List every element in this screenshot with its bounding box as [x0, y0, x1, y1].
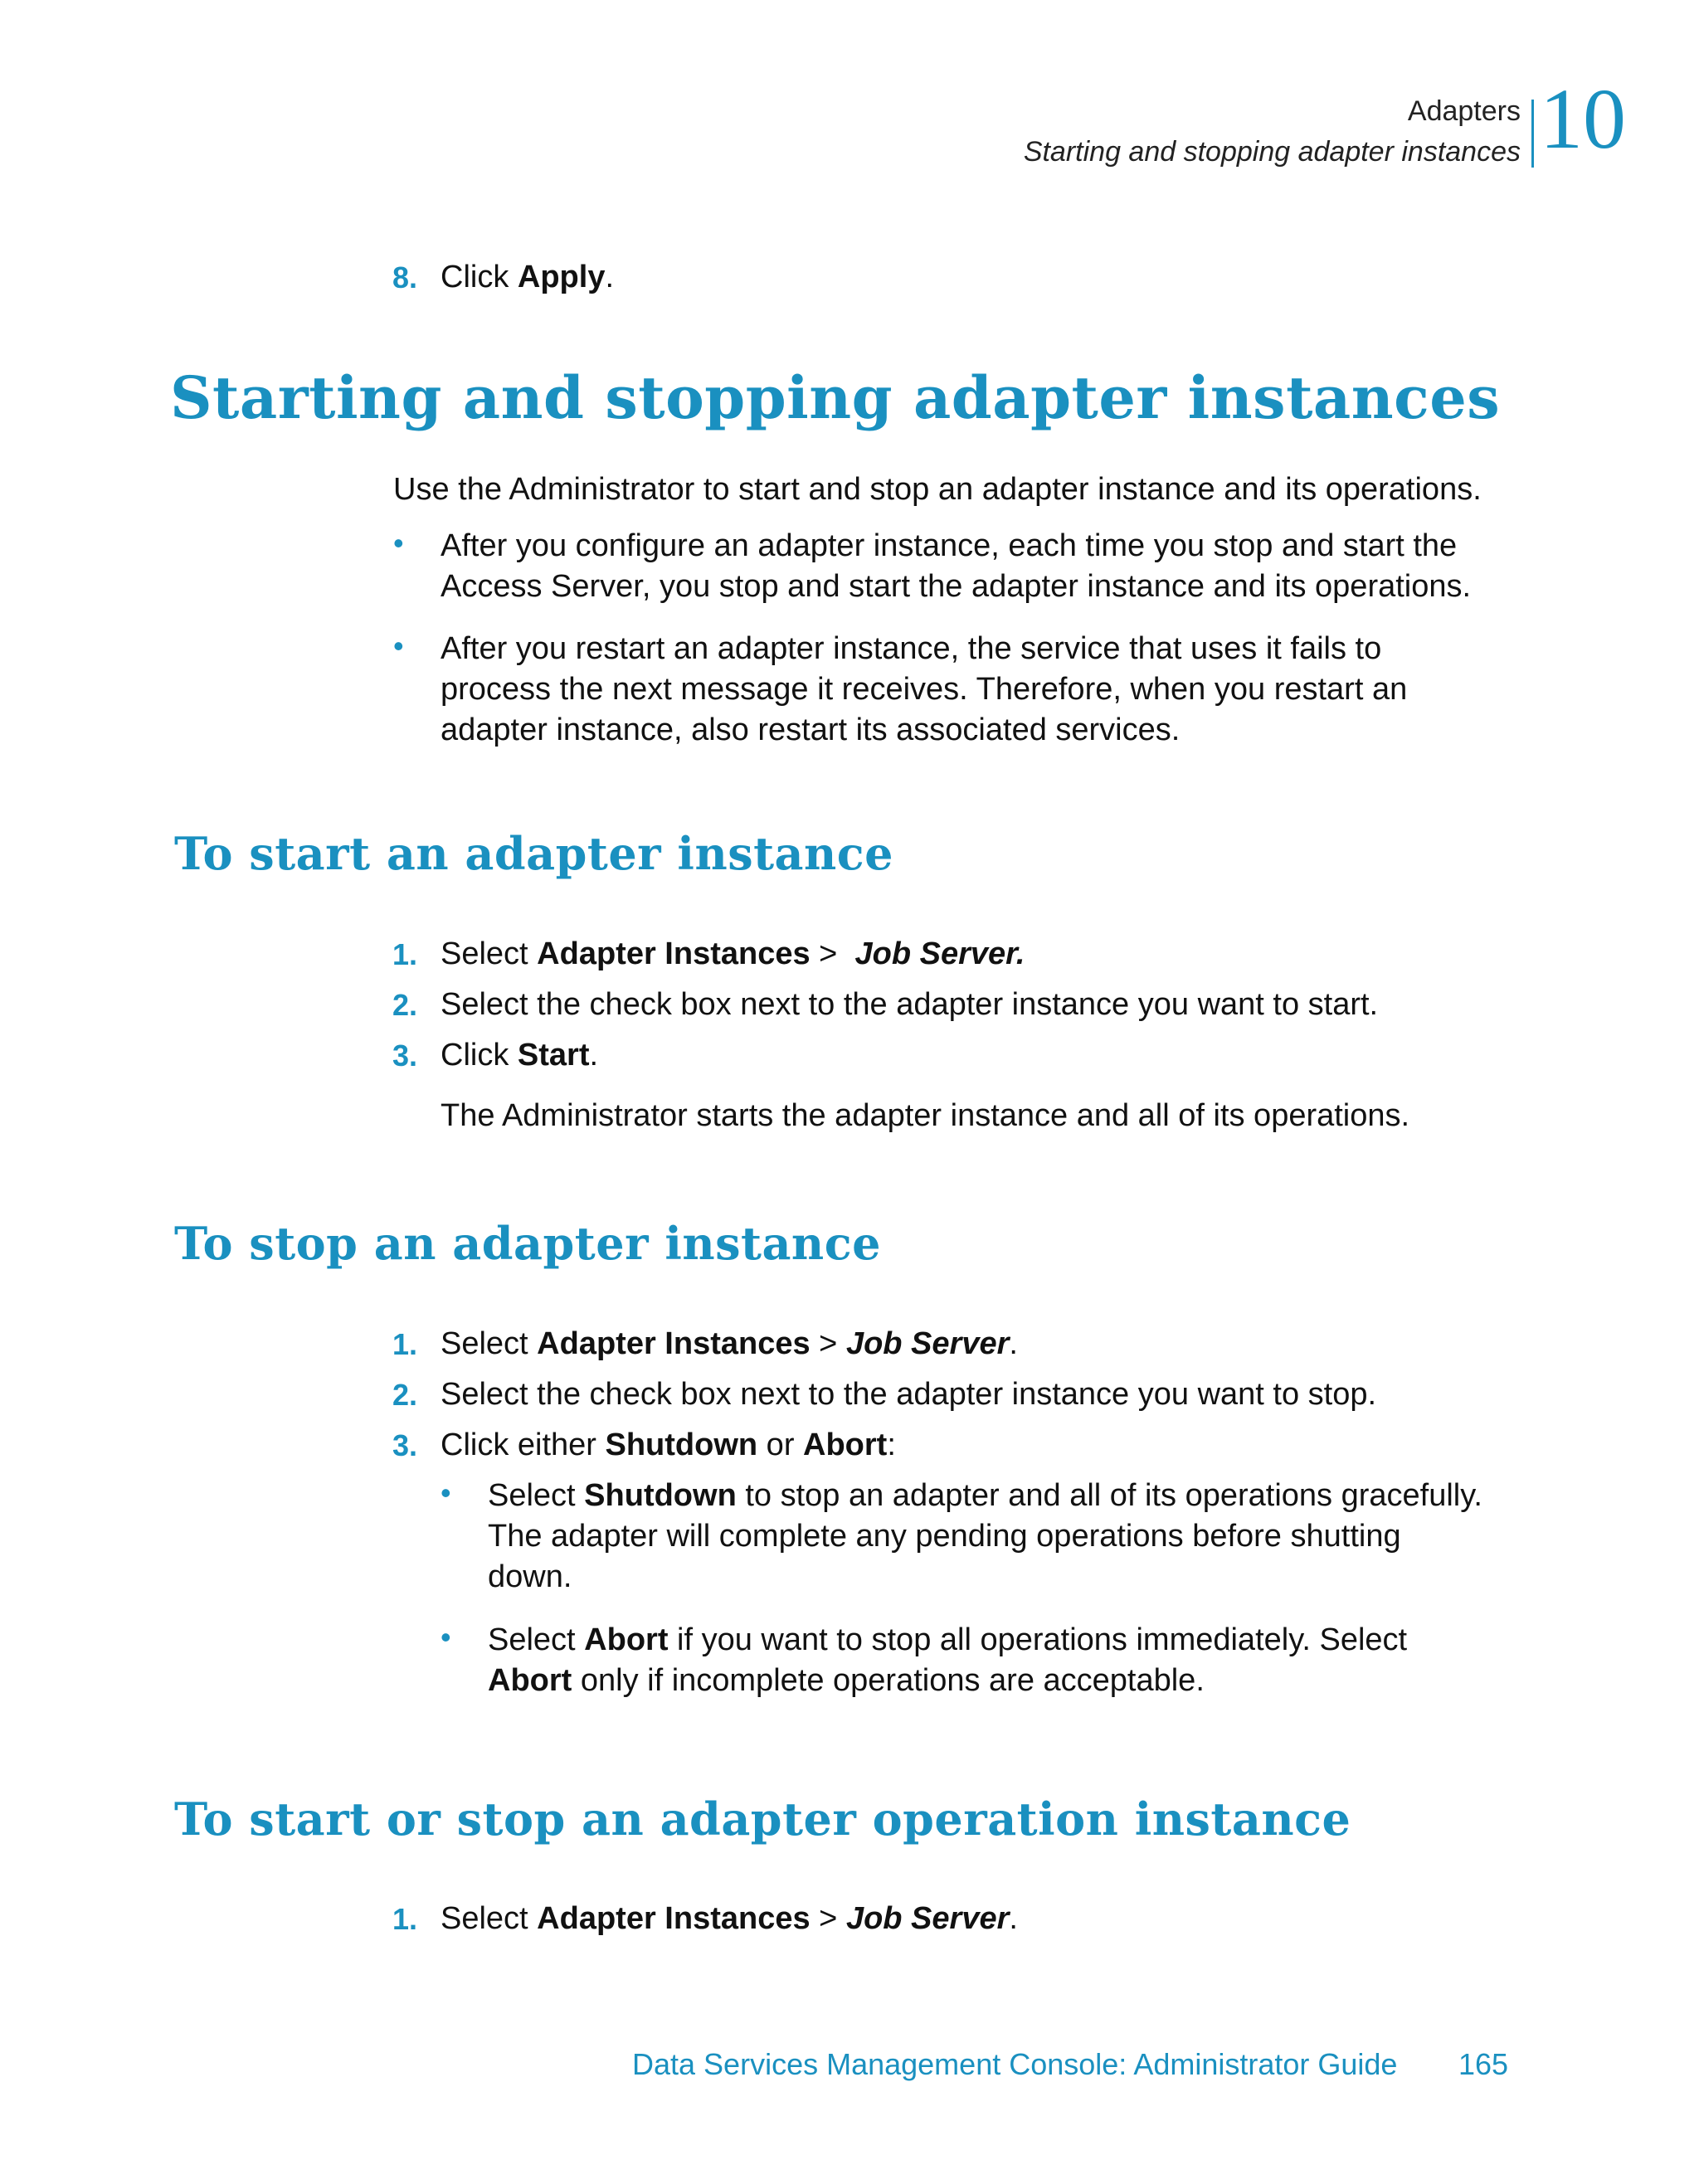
procedure-heading-start: To start an adapter instance [174, 827, 894, 880]
start-result: The Administrator starts the adapter instance and all of its operations. [441, 1098, 1410, 1133]
start-step-3: 3. Click Start. [441, 1035, 598, 1076]
operation-step-1: 1. Select Adapter Instances > Job Server. [441, 1899, 1018, 1939]
procedure-heading-operation: To start or stop an adapter operation instance [174, 1792, 1351, 1846]
footer-guide-title: Data Services Management Console: Administrator Guide [632, 2047, 1398, 2081]
footer-page-number: 165 [1458, 2047, 1509, 2081]
stop-step-1: 1. Select Adapter Instances > Job Server. [441, 1324, 1018, 1364]
bullet-icon: • [393, 526, 404, 560]
section-heading: Starting and stopping adapter instances [170, 363, 1501, 432]
step-number: 1. [392, 937, 418, 971]
step-number: 3. [392, 1038, 418, 1073]
stop-step-2: 2. Select the check box next to the adapter instance you want to stop. [441, 1374, 1376, 1415]
bullet-icon: • [393, 629, 404, 663]
start-step-2: 2. Select the check box next to the adapter instance you want to start. [441, 985, 1378, 1025]
start-step-1: 1. Select Adapter Instances > Job Server. [441, 934, 1025, 975]
step-number: 1. [392, 1902, 418, 1936]
stop-step-3: 3. Click either Shutdown or Abort: [441, 1425, 896, 1466]
bullet-icon: • [441, 1476, 451, 1510]
step-number: 3. [392, 1428, 418, 1462]
step-8: 8. Click Apply. [441, 257, 614, 298]
procedure-heading-stop: To stop an adapter instance [174, 1217, 881, 1270]
step-number: 8. [392, 260, 418, 294]
chapter-number: 10 [1540, 71, 1626, 167]
step-number: 2. [392, 1378, 418, 1412]
bullet-icon: • [441, 1620, 451, 1654]
step-number: 2. [392, 988, 418, 1022]
intro-paragraph: Use the Administrator to start and stop an adapter instance and its operations. [393, 472, 1482, 507]
step-number: 1. [392, 1327, 418, 1361]
header-divider [1531, 100, 1534, 168]
running-header-section: Starting and stopping adapter instances [1023, 136, 1521, 168]
running-header-chapter: Adapters [1407, 95, 1521, 127]
